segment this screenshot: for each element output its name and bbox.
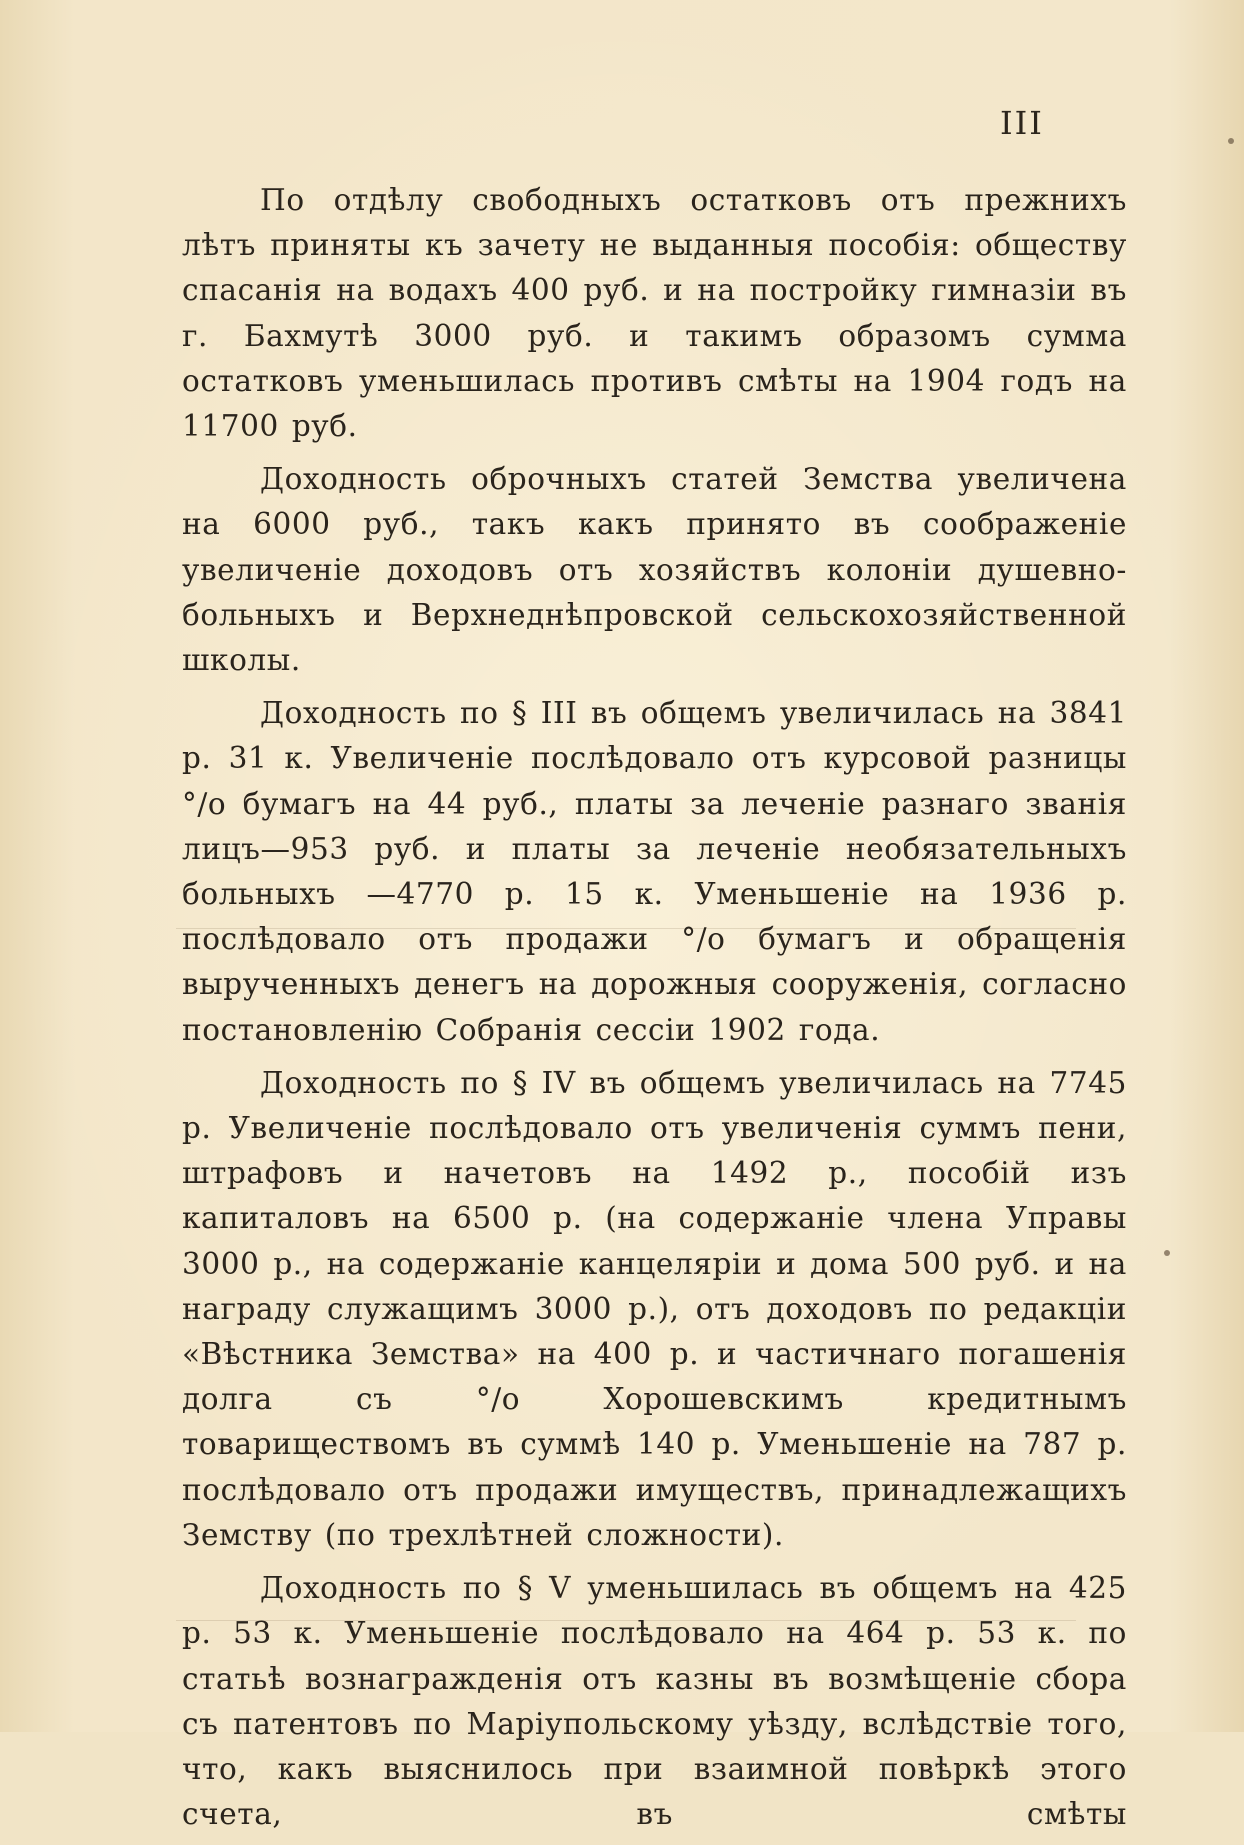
paragraph-section-v: Доходность по § V уменьшилась въ общемъ на 425 р. 53 к. Уменьшеніе послѣдовало на 464 р. 53 к. по статьѣ вознагражденія отъ казны въ возмѣщеніе сбора съ патентовъ по Маріупольскому уѣзду, вслѣдствіе того, что, какъ выяснилось при взаимной повѣркѣ этого счета, въ смѣты: [182, 1571, 1127, 1832]
paper-speck: [1228, 138, 1234, 144]
page-number: III: [1000, 104, 1044, 142]
paragraph-surplus-balances: По отдѣлу свободныхъ остатковъ отъ прежнихъ лѣтъ приняты къ зачету не выданныя пособія: обществу спасанія на водахъ 400 руб. и на постройку гимназіи въ г. Бахмутѣ 3000 руб. и такимъ образомъ сумма остатковъ уменьшилась противъ смѣты на 1904 годъ на 11700 руб.: [182, 183, 1127, 444]
paragraph-section-iv: Доходность по § IV въ общемъ увеличилась на 7745 р. Увеличеніе послѣдовало отъ увеличенія суммъ пени, штрафовъ и начетовъ на 1492 р., пособій изъ капиталовъ на 6500 р. (на содержаніе члена Управы 3000 р., на содержаніе канцеляріи и дома 500 руб. и на награду служащимъ 3000 р.), отъ доходовъ по редакціи «Вѣстника Земства» на 400 р. и частичнаго погашенія долга съ °/о Хорошевскимъ кредитнымъ товариществомъ въ суммѣ 140 р. Уменьшеніе на 787 р. послѣдовало отъ продажи имуществъ, принадлежащихъ Земству (по трехлѣтней сложности).: [182, 1065, 1127, 1552]
paragraph-quitrent-revenue: Доходность оброчныхъ статей Земства увеличена на 6000 руб., такъ какъ принято въ соображеніе увеличеніе доходовъ отъ хозяйствъ колоніи душевно-больныхъ и Верхнеднѣпровской сельскохозяйственной школы.: [182, 462, 1127, 678]
paper-speck: [1164, 1250, 1170, 1256]
paragraph-section-iii: Доходность по § III въ общемъ увеличилась на 3841 р. 31 к. Увеличеніе послѣдовало отъ курсовой разницы °/о бумагъ на 44 руб., платы за леченіе разнаго званія лицъ—953 руб. и платы за леченіе необязательныхъ больныхъ —4770 р. 15 к. Уменьшеніе на 1936 р. послѣдовало отъ продажи °/о бумагъ и обращенія вырученныхъ денегъ на дорожныя сооруженія, согласно постановленію Собранія сессіи 1902 года.: [182, 696, 1127, 1047]
body-text: [182, 178, 1127, 1845]
